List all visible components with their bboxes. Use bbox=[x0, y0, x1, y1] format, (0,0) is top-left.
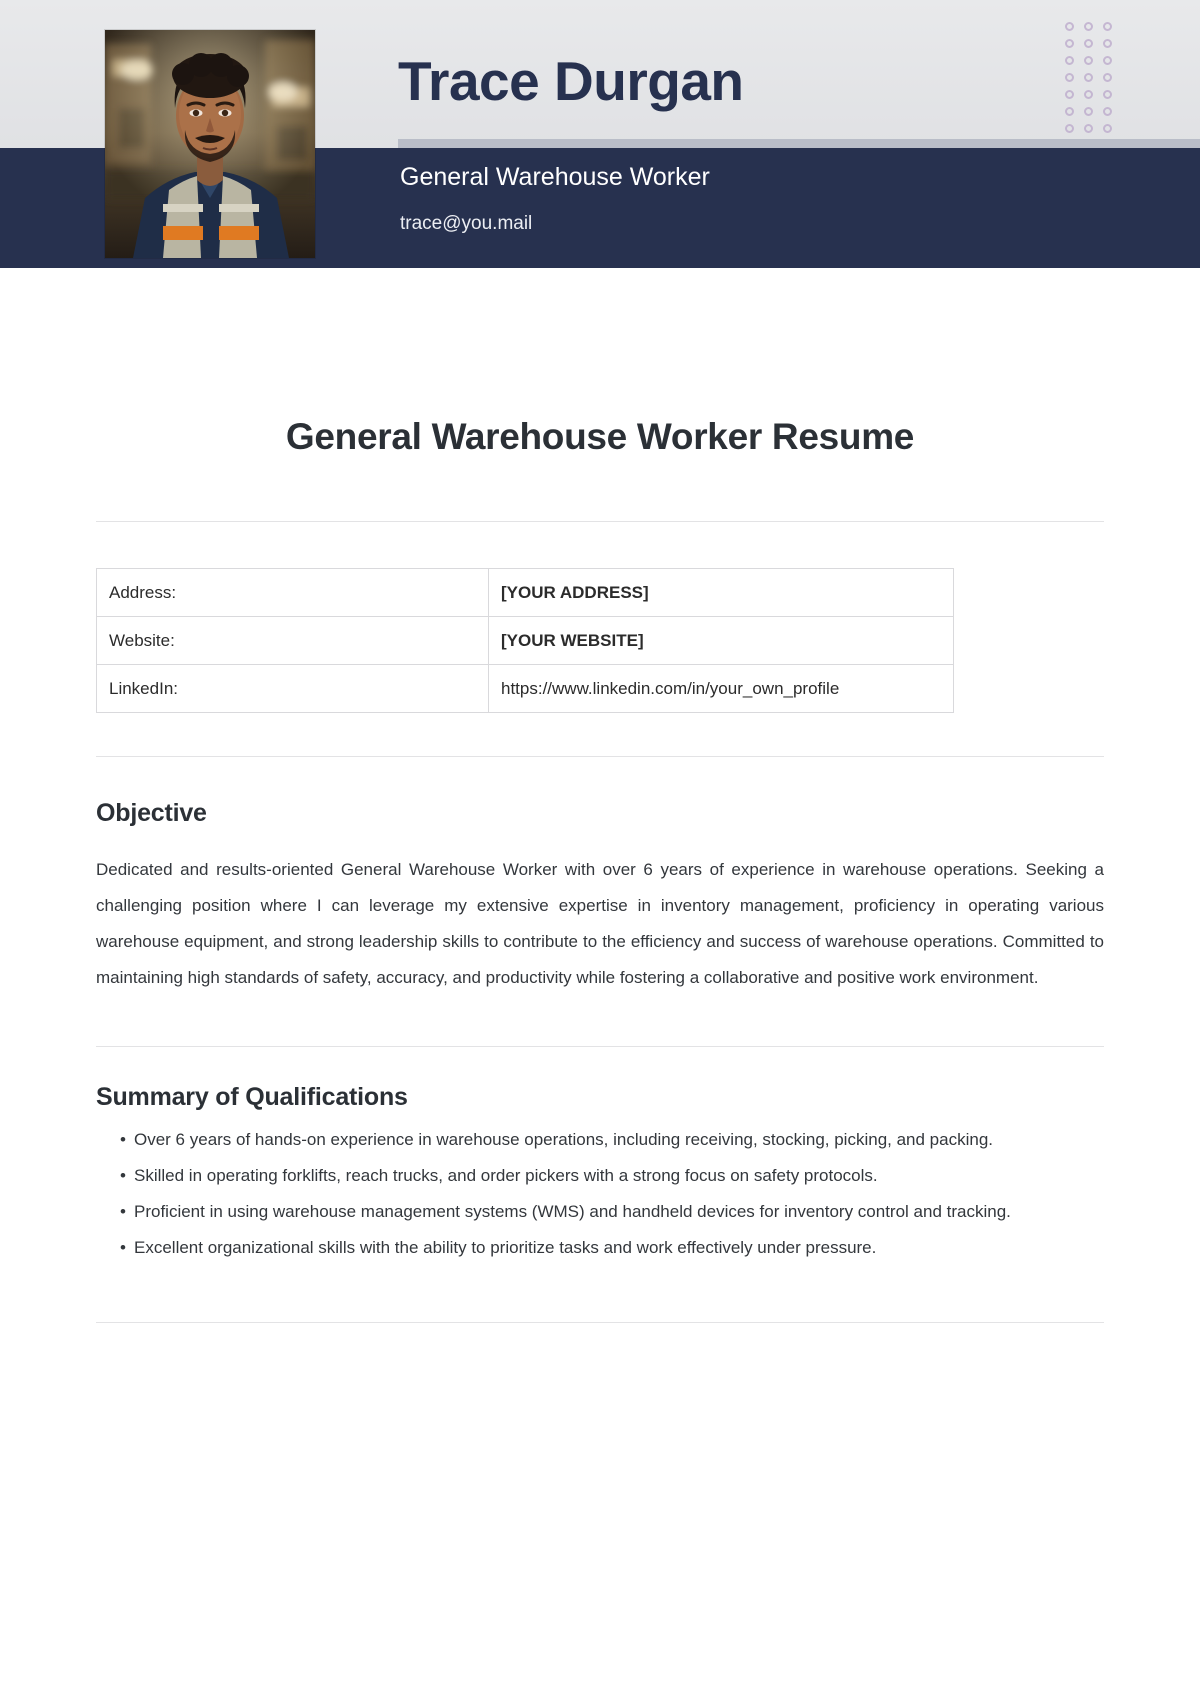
dot-icon bbox=[1103, 124, 1112, 133]
table-row bbox=[97, 617, 954, 665]
contact-label-website: Website: bbox=[97, 617, 489, 665]
contact-value-address[interactable]: [YOUR ADDRESS] bbox=[489, 569, 954, 617]
dot-icon bbox=[1065, 56, 1074, 65]
dot-icon bbox=[1103, 22, 1112, 31]
dot-icon bbox=[1065, 22, 1074, 31]
dot-icon bbox=[1084, 56, 1093, 65]
dot-icon bbox=[1084, 22, 1093, 31]
list-item: • Over 6 years of hands-on experience in warehouse operations, including receiving, stocking, picking, and packing. bbox=[120, 1122, 1104, 1158]
objective-section bbox=[96, 757, 1104, 996]
dot-grid-decoration bbox=[1065, 22, 1122, 141]
list-item: • Proficient in using warehouse management systems (WMS) and handheld devices for inventory control and tracking. bbox=[120, 1194, 1104, 1230]
contact-label-linkedin: LinkedIn: bbox=[97, 665, 489, 713]
dot-icon bbox=[1084, 90, 1093, 99]
list-item: • Skilled in operating forklifts, reach trucks, and order pickers with a strong focus on safety protocols. bbox=[120, 1158, 1104, 1194]
resume-body bbox=[0, 268, 1200, 1323]
dot-icon bbox=[1065, 124, 1074, 133]
dot-icon bbox=[1103, 107, 1112, 116]
candidate-role: General Warehouse Worker bbox=[400, 163, 710, 191]
dot-icon bbox=[1065, 73, 1074, 82]
objective-heading: Objective bbox=[96, 799, 207, 827]
divider-after-title bbox=[96, 521, 1104, 522]
list-item: • Excellent organizational skills with the ability to prioritize tasks and work effectively under pressure. bbox=[120, 1230, 1104, 1266]
objective-text: Dedicated and results-oriented General Warehouse Worker with over 6 years of experience in warehouse operations. Seeking a challenging position where I can leverage my extensive expertise in inventory management, proficiency in operating various warehouse equipment, and strong leadership skills to contribute to the efficiency and success of warehouse operations. Committed to maintaining high standards of safety, accuracy, and productivity while fostering a collaborative and positive work environment. bbox=[96, 860, 1104, 988]
dot-icon bbox=[1103, 90, 1112, 99]
dot-icon bbox=[1084, 124, 1093, 133]
profile-photo bbox=[105, 30, 315, 258]
contact-value-website[interactable]: [YOUR WEBSITE] bbox=[489, 617, 954, 665]
qualifications-list bbox=[96, 1122, 1104, 1266]
candidate-email[interactable]: trace@you.mail bbox=[400, 213, 533, 234]
candidate-name: Trace Durgan bbox=[398, 50, 744, 112]
contact-table bbox=[96, 568, 954, 713]
divider-bottom bbox=[96, 1322, 1104, 1323]
document-title: General Warehouse Worker Resume bbox=[285, 416, 915, 457]
dot-icon bbox=[1065, 90, 1074, 99]
dot-icon bbox=[1084, 73, 1093, 82]
resume-header bbox=[0, 0, 1200, 268]
qualifications-heading: Summary of Qualifications bbox=[96, 1083, 408, 1112]
table-row bbox=[97, 569, 954, 617]
table-row bbox=[97, 665, 954, 713]
dot-icon bbox=[1065, 107, 1074, 116]
qualifications-section bbox=[96, 1047, 1104, 1266]
dot-icon bbox=[1103, 39, 1112, 48]
dot-icon bbox=[1084, 107, 1093, 116]
dot-icon bbox=[1103, 73, 1112, 82]
dot-icon bbox=[1103, 56, 1112, 65]
contact-label-address: Address: bbox=[97, 569, 489, 617]
dot-icon bbox=[1065, 39, 1074, 48]
dot-icon bbox=[1084, 39, 1093, 48]
contact-value-linkedin[interactable]: https://www.linkedin.com/in/your_own_profile bbox=[489, 665, 954, 713]
